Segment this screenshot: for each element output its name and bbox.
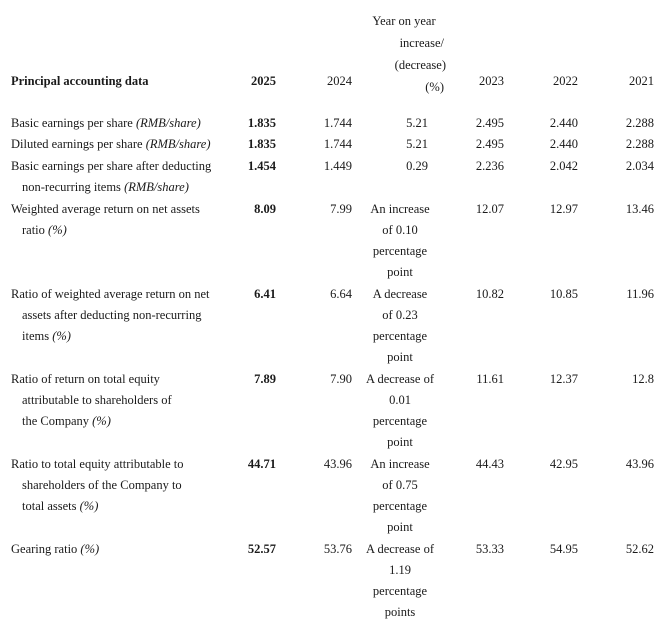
change-text: A decrease of <box>365 542 435 556</box>
value-2021: 11.96 <box>626 287 654 301</box>
change-header-line3: (decrease) <box>394 58 446 72</box>
header-2022: 2022 <box>553 74 578 88</box>
change-text: A decrease <box>372 287 428 301</box>
value-2025: 6.41 <box>254 287 276 301</box>
unit-label: (%) <box>79 499 99 513</box>
row-label: Ratio of return on total equity <box>11 372 160 386</box>
value-2024: 43.96 <box>323 457 352 471</box>
change-text: points <box>384 605 416 619</box>
header-2024: 2024 <box>327 74 352 88</box>
row-label: non-recurring items (RMB/share) <box>22 180 189 194</box>
change-value: 5.21 <box>406 116 428 130</box>
row-label: items (%) <box>22 329 71 343</box>
row-label: Weighted average return on net assets <box>11 202 200 216</box>
unit-label: (%) <box>52 329 71 343</box>
change-text: 1.19 <box>389 563 411 577</box>
value-2025: 1.835 <box>247 137 276 151</box>
value-2022: 10.85 <box>549 287 578 301</box>
change-text: 0.01 <box>389 393 411 407</box>
row-label: Basic earnings per share after deducting <box>11 159 212 173</box>
value-2025: 44.71 <box>247 457 276 471</box>
change-text: percentage <box>372 499 428 513</box>
change-text: percentage <box>372 329 428 343</box>
change-value: 0.29 <box>406 159 428 173</box>
change-header-line2: increase/ <box>399 36 444 50</box>
unit-label: (RMB/share) <box>135 116 201 130</box>
value-2022: 42.95 <box>549 457 578 471</box>
header-2021: 2021 <box>629 74 654 88</box>
value-2022: 12.37 <box>549 372 578 386</box>
row-label: the Company (%) <box>22 414 111 428</box>
change-header-line4: (%) <box>425 80 444 94</box>
value-2025: 7.89 <box>254 372 276 386</box>
value-2023: 53.33 <box>475 542 504 556</box>
change-header <box>362 10 446 98</box>
value-2024: 1.744 <box>323 137 352 151</box>
unit-label: (%) <box>80 542 100 556</box>
row-label: Diluted earnings per share (RMB/share) <box>11 137 211 151</box>
change-text: point <box>387 435 413 449</box>
unit-label: (RMB/share) <box>124 180 189 194</box>
value-2021: 13.46 <box>625 202 654 216</box>
value-2023: 2.495 <box>475 137 504 151</box>
value-2021: 12.8 <box>632 372 654 386</box>
row-label: shareholders of the Company to <box>22 478 182 492</box>
row-label: Gearing ratio (%) <box>11 542 100 556</box>
value-2025: 1.454 <box>247 159 276 173</box>
change-text: point <box>387 520 413 534</box>
value-2024: 6.64 <box>330 287 352 301</box>
value-2025: 1.835 <box>247 116 276 130</box>
value-2023: 10.82 <box>475 287 504 301</box>
value-2023: 12.07 <box>475 202 504 216</box>
row-label: assets after deducting non-recurring <box>22 308 202 322</box>
change-text: A decrease of <box>365 372 435 386</box>
value-2021: 2.034 <box>625 159 654 173</box>
value-2024: 53.76 <box>323 542 352 556</box>
value-2024: 1.744 <box>323 116 352 130</box>
change-text: point <box>387 265 413 279</box>
change-text: An increase <box>370 202 430 216</box>
value-2021: 52.62 <box>625 542 654 556</box>
header-label: Principal accounting data <box>11 74 149 88</box>
value-2023: 44.43 <box>475 457 504 471</box>
value-2021: 2.288 <box>625 116 654 130</box>
value-2021: 2.288 <box>625 137 654 151</box>
change-text: percentage <box>372 584 428 598</box>
change-text: percentage <box>372 244 428 258</box>
change-value: 5.21 <box>406 137 428 151</box>
unit-label: (%) <box>48 223 67 237</box>
value-2025: 8.09 <box>254 202 276 216</box>
change-text: of 0.10 <box>382 223 418 237</box>
header-2023: 2023 <box>479 74 504 88</box>
value-2021: 43.96 <box>625 457 654 471</box>
value-2024: 1.449 <box>323 159 352 173</box>
change-text: of 0.75 <box>382 478 418 492</box>
value-2022: 12.97 <box>549 202 578 216</box>
header-2025: 2025 <box>251 74 276 88</box>
unit-label: (RMB/share) <box>145 137 211 151</box>
value-2025: 52.57 <box>247 542 276 556</box>
row-label: ratio (%) <box>22 223 67 237</box>
value-2024: 7.99 <box>330 202 352 216</box>
value-2024: 7.90 <box>330 372 352 386</box>
change-text: of 0.23 <box>382 308 418 322</box>
row-label: attributable to shareholders of <box>22 393 172 407</box>
row-label: Ratio of weighted average return on net <box>11 287 210 301</box>
value-2023: 2.236 <box>475 159 504 173</box>
value-2022: 54.95 <box>549 542 578 556</box>
row-label: Ratio to total equity attributable to <box>11 457 184 471</box>
row-label: total assets (%) <box>22 499 99 513</box>
value-2023: 11.61 <box>476 372 504 386</box>
row-label: Basic earnings per share (RMB/share) <box>11 116 201 130</box>
change-text: point <box>387 350 413 364</box>
change-text: percentage <box>372 414 428 428</box>
value-2022: 2.440 <box>549 116 578 130</box>
unit-label: (%) <box>92 414 111 428</box>
value-2022: 2.440 <box>549 137 578 151</box>
value-2023: 2.495 <box>475 116 504 130</box>
change-header-line1: Year on year <box>372 14 436 28</box>
value-2022: 2.042 <box>549 159 578 173</box>
change-text: An increase <box>370 457 430 471</box>
